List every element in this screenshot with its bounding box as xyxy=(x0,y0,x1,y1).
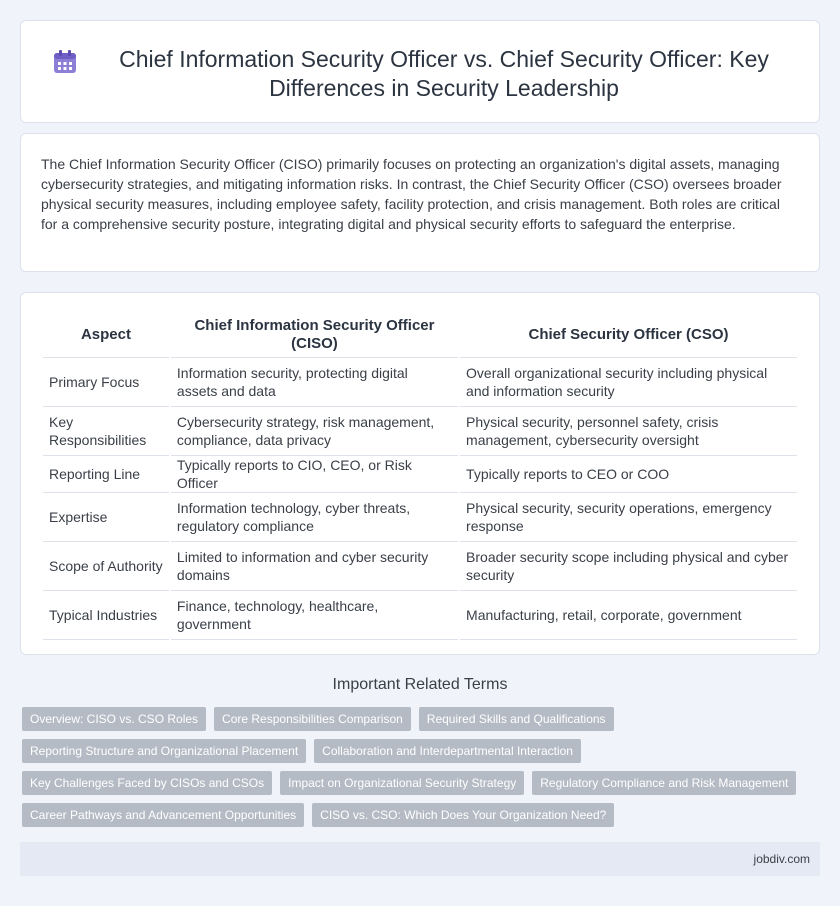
related-terms-tags xyxy=(22,707,822,835)
table-cell: Overall organizational security including physical and information security xyxy=(460,358,797,407)
footer xyxy=(20,842,820,876)
table-cell: Finance, technology, healthcare, government xyxy=(171,591,458,640)
table-row xyxy=(43,493,797,542)
summary-text: The Chief Information Security Officer (CISO) primarily focuses on protecting an organization's digital assets, managing cybersecurity strategies, and mitigating information risks. In contrast, the Chief Security Officer (CSO) oversees broader physical security measures, including employee safety, facility protection, and crisis management. Both roles are critical for a comprehensive security posture, integrating digital and physical security efforts to safeguard the enterprise. xyxy=(41,156,782,232)
related-term-tag[interactable]: Required Skills and Qualifications xyxy=(419,707,614,731)
related-term-tag[interactable]: Impact on Organizational Security Strategy xyxy=(280,771,524,795)
calendar-icon xyxy=(51,48,79,76)
table-row xyxy=(43,456,797,493)
table-row xyxy=(43,591,797,640)
table-cell: Information security, protecting digital assets and data xyxy=(171,358,458,407)
table-row xyxy=(43,542,797,591)
related-term-tag[interactable]: Overview: CISO vs. CSO Roles xyxy=(22,707,206,731)
header-aspect: Aspect xyxy=(43,313,169,358)
tag-row xyxy=(22,771,822,795)
table-cell: Scope of Authority xyxy=(43,542,169,591)
summary-card xyxy=(20,133,820,272)
tag-row xyxy=(22,803,822,827)
footer-site[interactable]: jobdiv.com xyxy=(753,852,810,866)
related-term-tag[interactable]: Collaboration and Interdepartmental Interaction xyxy=(314,739,581,763)
header-cso: Chief Security Officer (CSO) xyxy=(460,313,797,358)
table-cell: Broader security scope including physical and cyber security xyxy=(460,542,797,591)
comparison-table-card xyxy=(20,292,820,655)
related-terms-title: Important Related Terms xyxy=(332,676,508,693)
table-cell: Typical Industries xyxy=(43,591,169,640)
table-cell: Primary Focus xyxy=(43,358,169,407)
related-term-tag[interactable]: Regulatory Compliance and Risk Management xyxy=(532,771,796,795)
related-term-tag[interactable]: Career Pathways and Advancement Opportunities xyxy=(22,803,304,827)
header-card xyxy=(20,20,820,123)
table-cell: Information technology, cyber threats, regulatory compliance xyxy=(171,493,458,542)
table-cell: Typically reports to CIO, CEO, or Risk Officer xyxy=(171,456,458,493)
table-row xyxy=(43,358,797,407)
comparison-table xyxy=(41,313,799,640)
related-term-tag[interactable]: Key Challenges Faced by CISOs and CSOs xyxy=(22,771,272,795)
related-term-tag[interactable]: CISO vs. CSO: Which Does Your Organization Need? xyxy=(312,803,614,827)
table-cell: Physical security, security operations, emergency response xyxy=(460,493,797,542)
header-ciso: Chief Information Security Officer (CISO) xyxy=(171,313,458,358)
table-cell: Manufacturing, retail, corporate, government xyxy=(460,591,797,640)
tag-row xyxy=(22,739,822,763)
page-title: Chief Information Security Officer vs. Chief Security Officer: Key Differences in Security Leadership xyxy=(119,46,769,101)
table-cell: Key Responsibilities xyxy=(43,407,169,456)
table-cell: Physical security, personnel safety, crisis management, cybersecurity oversight xyxy=(460,407,797,456)
related-term-tag[interactable]: Reporting Structure and Organizational Placement xyxy=(22,739,306,763)
table-cell: Cybersecurity strategy, risk management, compliance, data privacy xyxy=(171,407,458,456)
table-header-row xyxy=(43,313,797,358)
table-cell: Limited to information and cyber security domains xyxy=(171,542,458,591)
tag-row xyxy=(22,707,822,731)
table-cell: Typically reports to CEO or COO xyxy=(460,456,797,493)
table-row xyxy=(43,407,797,456)
table-cell: Expertise xyxy=(43,493,169,542)
related-term-tag[interactable]: Core Responsibilities Comparison xyxy=(214,707,411,731)
table-cell: Reporting Line xyxy=(43,456,169,493)
